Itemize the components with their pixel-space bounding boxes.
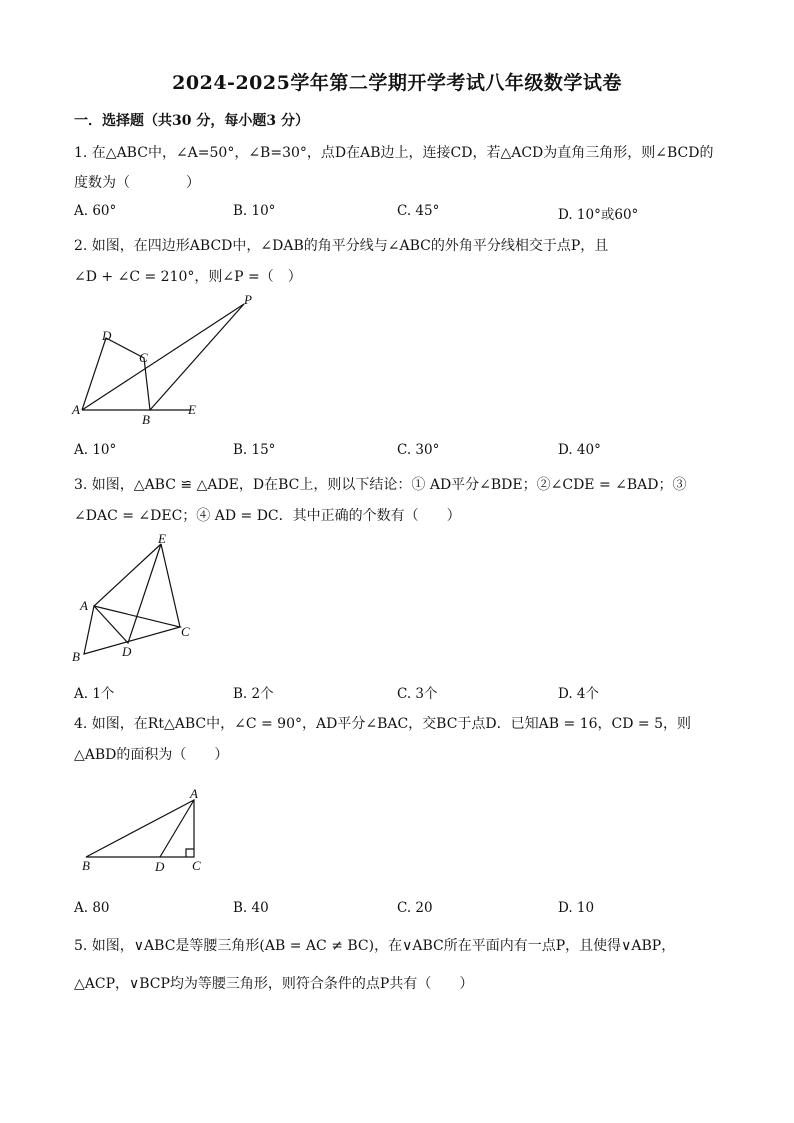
q1-line-1: 1. 在△ABC中，∠A=50°，∠B=30°，点D在AB边上，连接CD，若△ACD为直角三角形，则∠BCD的 <box>74 145 714 161</box>
q3-label-a: A <box>80 598 88 613</box>
q3-line-2: ∠DAC = ∠DEC；④ AD = DC．其中正确的个数有（ ） <box>74 508 461 524</box>
q3-label-e: E <box>158 531 166 546</box>
q4-label-d: D <box>155 859 165 874</box>
q3-label-d: D <box>122 644 132 659</box>
q2-quadrilateral <box>82 338 150 410</box>
q2-label-a: A <box>72 402 80 417</box>
q5-line-2: △ACP，∨BCP均为等腰三角形，则符合条件的点P共有（ ） <box>74 976 474 992</box>
q3-option-c: C. 3个 <box>397 686 438 702</box>
q4-line-2: △ABD的面积为（ ） <box>74 747 229 763</box>
q2-bisector-ap <box>82 304 244 410</box>
q4-triangle-abc <box>86 800 194 857</box>
q3-option-d: D. 4个 <box>558 686 600 702</box>
q2-label-e: E <box>188 402 196 417</box>
q1-option-d: D. 10°或60° <box>558 207 639 223</box>
q2-option-d: D. 40° <box>558 442 601 458</box>
q2-label-d: D <box>102 328 112 343</box>
q2-option-a: A. 10° <box>74 442 117 458</box>
q2-line-2: ∠D + ∠C = 210°，则∠P =（ ） <box>74 269 302 285</box>
q4-right-triangle-figure <box>74 784 224 876</box>
q3-triangle-ade <box>94 544 161 643</box>
q3-segment-ec <box>161 544 180 627</box>
q2-option-c: C. 30° <box>397 442 440 458</box>
q4-option-c: C. 20 <box>397 900 433 916</box>
q3-label-c: C <box>181 624 190 639</box>
q4-label-b: B <box>82 858 90 873</box>
q3-triangles-figure <box>64 528 214 668</box>
q4-line-1: 4. 如图，在Rt△ABC中，∠C = 90°，AD平分∠BAC，交BC于点D．已知AB = 16，CD = 5，则 <box>74 716 691 732</box>
q2-line-1: 2. 如图，在四边形ABCD中，∠DAB的角平分线与∠ABC的外角平分线相交于点P，且 <box>74 238 609 254</box>
q4-label-c: C <box>192 858 201 873</box>
q3-label-b: B <box>72 649 80 664</box>
q2-quadrilateral-figure <box>62 290 262 430</box>
q2-bisector-bp <box>150 304 244 410</box>
q3-option-b: B. 2个 <box>233 686 274 702</box>
q2-label-c: C <box>139 350 148 365</box>
q2-label-p: P <box>244 292 252 307</box>
q4-label-a: A <box>190 786 198 801</box>
section-heading: 一．选择题（共30 分，每小题3 分） <box>74 113 309 129</box>
q1-option-c: C. 45° <box>397 203 440 219</box>
q5-line-1: 5. 如图，∨ABC是等腰三角形(AB = AC ≠ BC)，在∨ABC所在平面内有一点P，且使得∨ABP， <box>74 938 676 954</box>
q1-option-a: A. 60° <box>74 203 117 219</box>
q1-line-2: 度数为（ ） <box>74 175 200 191</box>
q3-line-1: 3. 如图，△ABC ≌ △ADE，D在BC上，则以下结论：① AD平分∠BDE；②∠CDE = ∠BAD；③ <box>74 477 687 493</box>
q2-label-b: B <box>142 412 150 427</box>
q4-option-a: A. 80 <box>74 900 110 916</box>
q4-right-angle-mark <box>186 849 194 857</box>
page-title: 2024-2025学年第二学期开学考试八年级数学试卷 <box>172 72 622 94</box>
q2-option-b: B. 15° <box>233 442 276 458</box>
q4-option-b: B. 40 <box>233 900 269 916</box>
q1-option-b: B. 10° <box>233 203 276 219</box>
q4-option-d: D. 10 <box>558 900 595 916</box>
q3-option-a: A. 1个 <box>74 686 115 702</box>
